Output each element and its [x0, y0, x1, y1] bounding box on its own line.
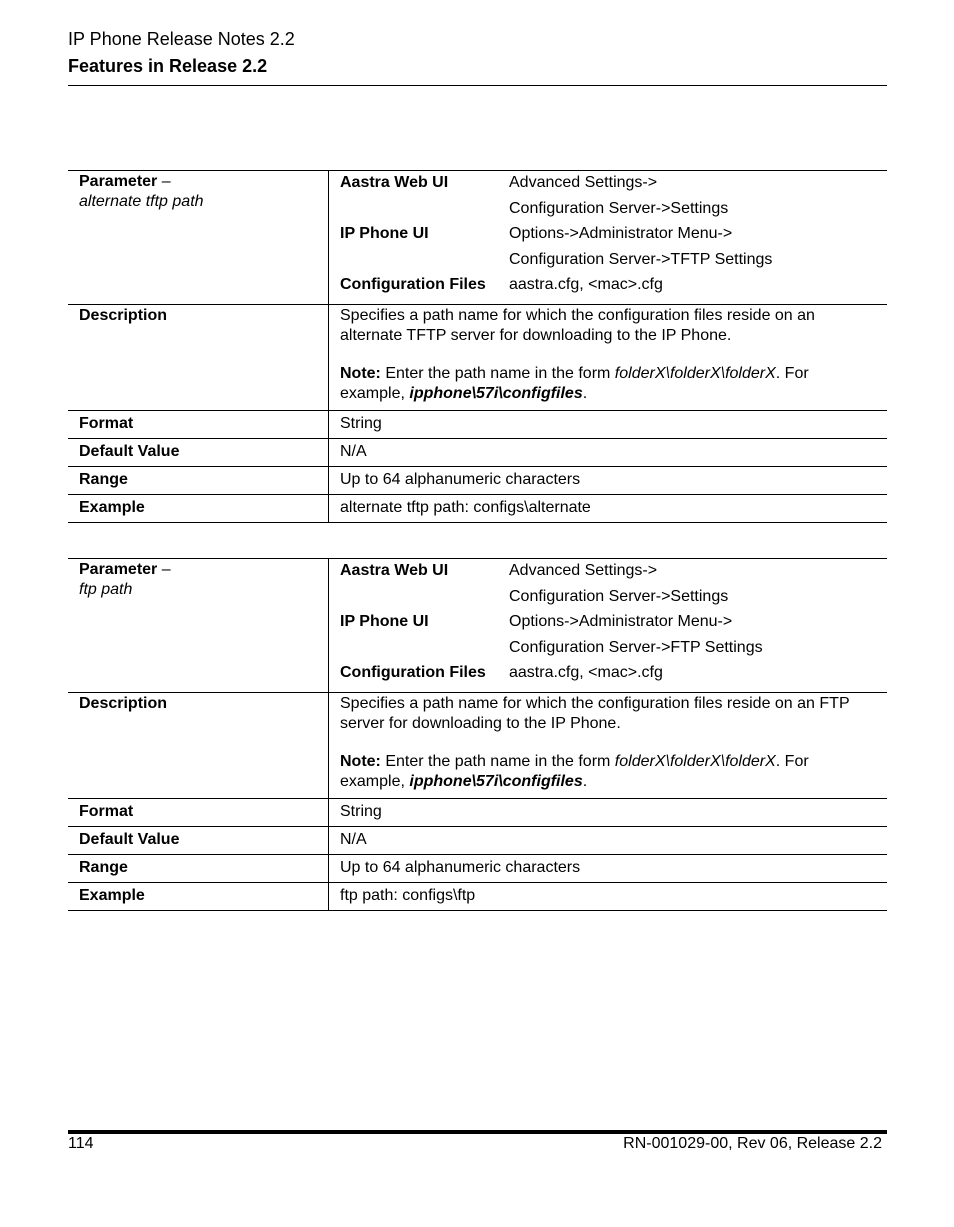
- ui-location-row: [340, 249, 876, 275]
- row-label: Default Value: [68, 438, 329, 466]
- row-label: Format: [68, 410, 329, 438]
- ui-location-value: aastra.cfg, <mac>.cfg: [509, 664, 663, 681]
- ui-location-key: [340, 249, 509, 275]
- parameter-row: [68, 559, 887, 693]
- ui-location-value: Advanced Settings->: [509, 562, 658, 579]
- parameter-cell: [68, 171, 329, 305]
- description-row: [68, 304, 887, 410]
- note-path-form: folderX\folderX\folderX: [614, 364, 776, 382]
- note-text: Enter the path name in the form: [380, 752, 615, 770]
- description-text: Specifies a path name for which the configuration files reside on an alternate TFTP server for downloading to the IP Phone.: [340, 306, 815, 344]
- note-path-form: folderX\folderX\folderX: [614, 752, 776, 770]
- description-text: Specifies a path name for which the configuration files reside on an FTP server for downloading to the IP Phone.: [340, 694, 850, 732]
- ui-location-row: [340, 611, 876, 637]
- format-row: [68, 410, 887, 438]
- description-cell: [329, 692, 888, 798]
- parameter-table-ftp-path: [68, 558, 887, 911]
- ui-location-row: [340, 586, 876, 612]
- range-row: [68, 854, 887, 882]
- ui-location-key: Aastra Web UI: [340, 174, 449, 191]
- note-path-example: ipphone\57i\configfiles: [409, 384, 583, 402]
- ui-location-value: Advanced Settings->: [509, 174, 658, 191]
- format-row: [68, 798, 887, 826]
- document-reference: RN-001029-00, Rev 06, Release 2.2: [623, 1135, 882, 1152]
- ui-location-key: IP Phone UI: [340, 613, 429, 630]
- parameter-row: [68, 171, 887, 305]
- parameter-name: ftp path: [79, 581, 133, 598]
- range-row: [68, 466, 887, 494]
- row-value: String: [329, 798, 888, 826]
- ui-location-key: [340, 586, 509, 612]
- row-value: String: [329, 410, 888, 438]
- ui-locations: [340, 560, 876, 688]
- description-label: Description: [68, 304, 329, 410]
- ui-location-row: [340, 274, 876, 300]
- row-value: Up to 64 alphanumeric characters: [329, 466, 888, 494]
- parameter-label: Parameter: [79, 173, 158, 190]
- description-label: Description: [68, 692, 329, 798]
- parameter-table-alternate-tftp-path: [68, 170, 887, 523]
- note-text: .: [582, 772, 588, 790]
- note-text: . For example,: [340, 364, 809, 402]
- ui-location-value: Configuration Server->TFTP Settings: [509, 250, 773, 268]
- parameter-name: alternate tftp path: [79, 193, 204, 210]
- default-value-row: [68, 826, 887, 854]
- header-divider: [68, 85, 887, 86]
- description-note: [340, 752, 876, 792]
- document-title: IP Phone Release Notes 2.2: [68, 29, 295, 49]
- ui-location-value: aastra.cfg, <mac>.cfg: [509, 276, 663, 293]
- note-label: Note:: [340, 364, 381, 382]
- row-value: alternate tftp path: configs\alternate: [329, 494, 888, 522]
- description-note: [340, 364, 876, 404]
- ui-locations-cell: [329, 171, 888, 305]
- note-text: .: [582, 384, 588, 402]
- row-label: Range: [68, 854, 329, 882]
- ui-location-row: [340, 637, 876, 663]
- section-title: Features in Release 2.2: [68, 56, 268, 76]
- parameter-dash: –: [157, 173, 171, 190]
- ui-location-key: Configuration Files: [340, 664, 486, 681]
- ui-location-key: [340, 637, 509, 663]
- ui-location-key: IP Phone UI: [340, 225, 429, 242]
- row-label: Example: [68, 494, 329, 522]
- footer-divider: [68, 1130, 887, 1134]
- note-path-example: ipphone\57i\configfiles: [409, 772, 583, 790]
- row-value: N/A: [329, 438, 888, 466]
- ui-location-key: Configuration Files: [340, 276, 486, 293]
- ui-locations-cell: [329, 559, 888, 693]
- ui-location-value: Configuration Server->Settings: [509, 587, 729, 605]
- ui-location-row: [340, 560, 876, 586]
- ui-location-value: Options->Administrator Menu->: [509, 225, 733, 242]
- parameter-label: Parameter: [79, 561, 158, 578]
- ui-location-value: Configuration Server->Settings: [509, 199, 729, 217]
- description-row: [68, 692, 887, 798]
- ui-location-row: [340, 172, 876, 198]
- row-label: Default Value: [68, 826, 329, 854]
- example-row: [68, 882, 887, 910]
- row-value: N/A: [329, 826, 888, 854]
- ui-location-key: [340, 198, 509, 224]
- ui-location-row: [340, 223, 876, 249]
- note-text: . For example,: [340, 752, 809, 790]
- ui-location-value: Configuration Server->FTP Settings: [509, 638, 763, 656]
- default-value-row: [68, 438, 887, 466]
- note-label: Note:: [340, 752, 381, 770]
- ui-location-key: Aastra Web UI: [340, 562, 449, 579]
- ui-locations: [340, 172, 876, 300]
- ui-location-row: [340, 198, 876, 224]
- description-cell: [329, 304, 888, 410]
- row-value: Up to 64 alphanumeric characters: [329, 854, 888, 882]
- row-value: ftp path: configs\ftp: [329, 882, 888, 910]
- note-text: Enter the path name in the form: [380, 364, 615, 382]
- row-label: Range: [68, 466, 329, 494]
- row-label: Example: [68, 882, 329, 910]
- page-number: 114: [68, 1135, 94, 1152]
- parameter-dash: –: [157, 561, 171, 578]
- example-row: [68, 494, 887, 522]
- ui-location-value: Options->Administrator Menu->: [509, 613, 733, 630]
- parameter-cell: [68, 559, 329, 693]
- row-label: Format: [68, 798, 329, 826]
- ui-location-row: [340, 662, 876, 688]
